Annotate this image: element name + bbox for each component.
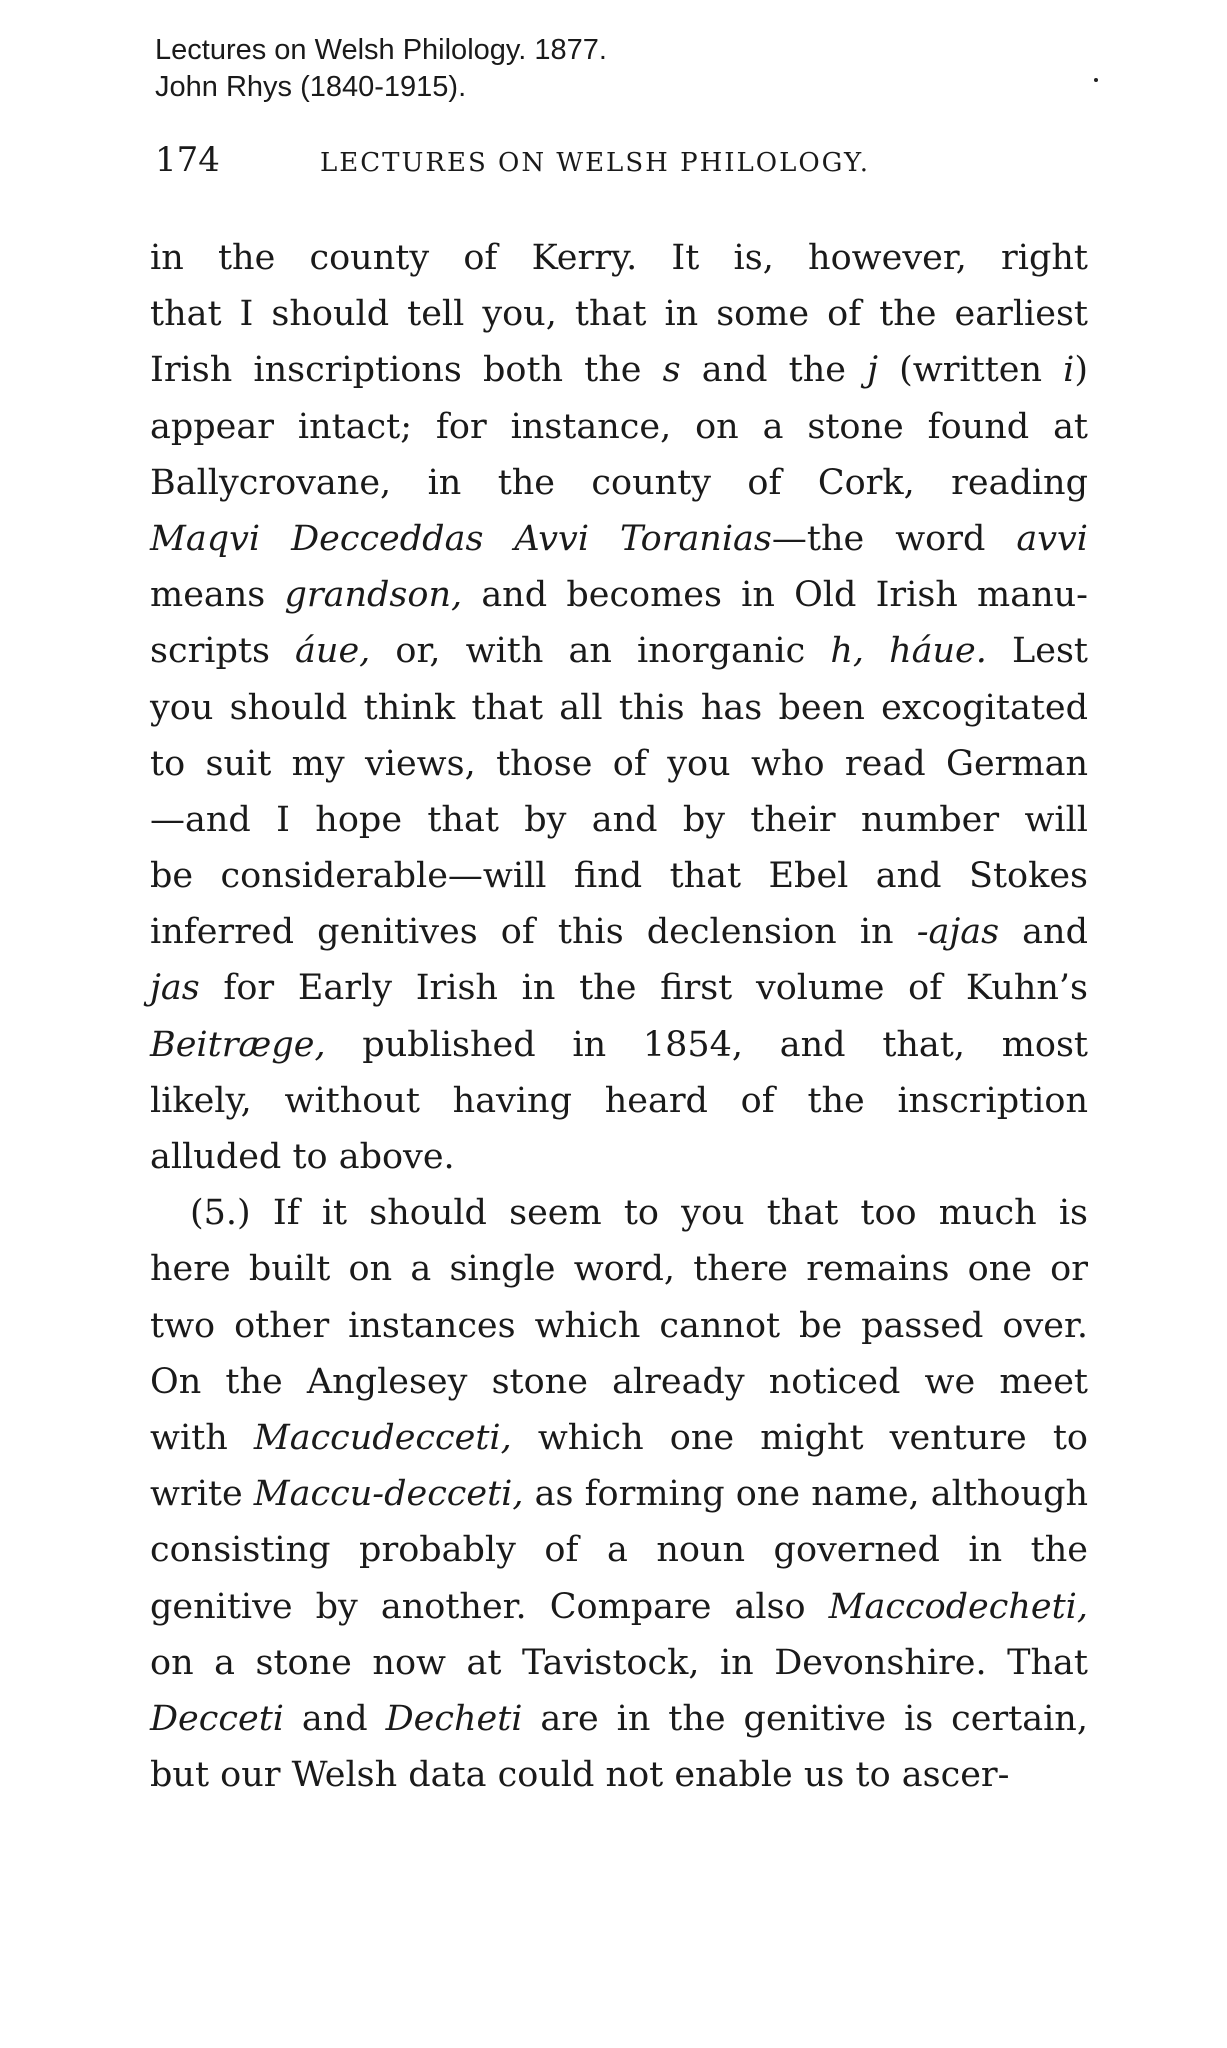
italic-run: Maccudecceti, [253, 1417, 512, 1458]
text-line: genitive by another. Compare also Maccodecheti, [150, 1586, 1088, 1627]
text-line: Irish inscriptions both the s and the j (written i) [150, 350, 1088, 391]
italic-run: áue, [295, 631, 371, 672]
italic-run: Decceti [150, 1698, 284, 1739]
text-line: scripts áue, or, with an inorganic h, háue. Lest [150, 631, 1088, 672]
text-line: but our Welsh data could not enable us to ascer- [150, 1755, 1010, 1796]
text-line: likely, without having heard of the inscription [150, 1080, 1088, 1121]
italic-run: h, háue. [830, 631, 987, 672]
text-line: write Maccu-decceti, as forming one name, although [150, 1474, 1089, 1515]
text-line: here built on a single word, there remains one or [150, 1249, 1088, 1290]
text-line: Beitræge, published in 1854, and that, most [150, 1024, 1088, 1065]
text-line: appear intact; for instance, on a stone found at [150, 406, 1088, 447]
text-line: that I should tell you, that in some of the earliest [150, 294, 1088, 335]
text-line: you should think that all this has been excogitated [150, 687, 1088, 728]
text-line: (5.) If it should seem to you that too much is [190, 1193, 1088, 1234]
text-line: Maqvi Decceddas Avvi Toranias—the word avvi [150, 518, 1088, 559]
scan-speck [1094, 78, 1098, 82]
text-line: On the Anglesey stone already noticed we meet [150, 1361, 1088, 1402]
running-header [155, 140, 1085, 180]
page-number: 174 [155, 140, 220, 180]
italic-run: jas [150, 968, 200, 1009]
body-text [150, 230, 1088, 1803]
text-line: inferred genitives of this declension in -ajas and [150, 912, 1088, 953]
italic-run: avvi [1016, 518, 1088, 559]
text-line: with Maccudecceti, which one might venture to [150, 1417, 1088, 1458]
italic-run: Decheti [385, 1698, 523, 1739]
italic-run: Maccodecheti, [828, 1586, 1088, 1627]
italic-run: Maccu-decceti, [253, 1474, 524, 1515]
source-title: Lectures on Welsh Philology. 1877. [155, 34, 607, 66]
text-line: jas for Early Irish in the first volume of Kuhn’s [150, 968, 1088, 1009]
text-line: Decceti and Decheti are in the genitive is certain, [150, 1698, 1088, 1739]
italic-run: Maqvi Decceddas Avvi Toranias [150, 518, 772, 559]
source-citation [155, 32, 607, 106]
text-line: consisting probably of a noun governed in the [150, 1530, 1088, 1571]
italic-run: s [662, 350, 681, 391]
text-line: in the county of Kerry. It is, however, right [150, 238, 1088, 278]
text-line: means grandson, and becomes in Old Irish manu- [150, 575, 1088, 616]
source-author: John Rhys (1840-1915). [155, 71, 467, 103]
text-line: two other instances which cannot be passed over. [150, 1305, 1088, 1346]
italic-run: Beitræge, [150, 1024, 326, 1065]
text-line: on a stone now at Tavistock, in Devonshire. That [150, 1642, 1088, 1683]
text-line: to suit my views, those of you who read German [150, 743, 1088, 784]
italic-run: i [1063, 350, 1075, 391]
italic-run: j [867, 350, 878, 391]
text-line: —and I hope that by and by their number will [150, 799, 1088, 840]
text-line: Ballycrovane, in the county of Cork, reading [150, 462, 1088, 503]
text-line: be considerable—will find that Ebel and Stokes [150, 856, 1088, 897]
running-title: LECTURES ON WELSH PHILOLOGY. [320, 148, 871, 178]
italic-run: -ajas [916, 912, 1000, 953]
italic-run: grandson, [284, 575, 463, 616]
text-line: alluded to above. [150, 1137, 455, 1177]
